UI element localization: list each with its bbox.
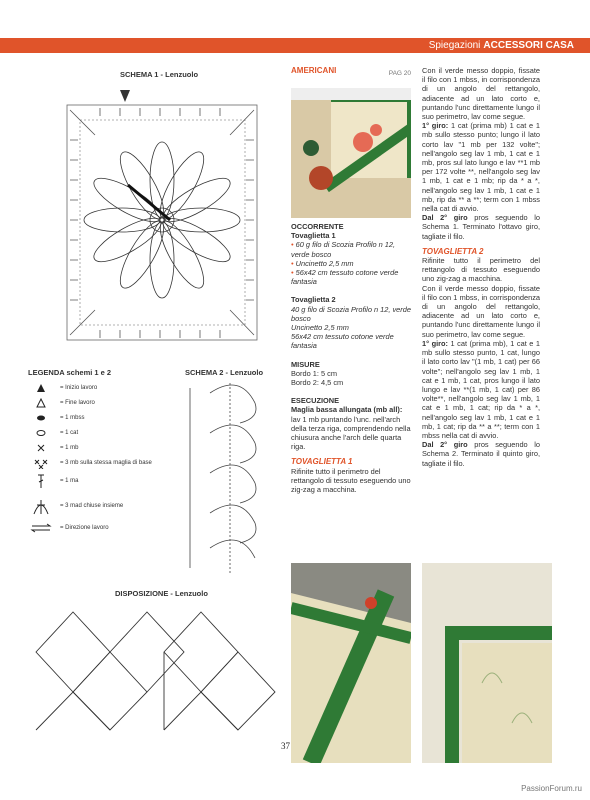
fan-icon xyxy=(28,496,54,516)
start-arrow-icon xyxy=(28,383,54,393)
schema1-diagram xyxy=(40,80,270,355)
direction-arrows-icon xyxy=(28,523,54,533)
americani-header xyxy=(291,66,411,75)
tov1-title: TOVAGLIETTA 1 xyxy=(291,457,353,467)
legend-item: = Inizio lavoro xyxy=(28,380,178,395)
tov2-title: TOVAGLIETTA 2 xyxy=(422,246,484,256)
section-label: Spiegazioni xyxy=(428,40,481,51)
section-header xyxy=(429,38,574,53)
occorrente-title: OCCORRENTE xyxy=(291,222,344,231)
legend-item: = 3 mb sulla stessa maglia di base xyxy=(28,455,178,470)
instructions-column: Con il verde messo doppio, fissate il filo con 1 mbss, in corrispondenza di un angolo del rettangolo, adiacente ad un lato corto e, puntando l'unc direttamente lungo il suo perimetro, lav come segue. 1° giro: 1 cat (prima mb) 1 cat e 1 mb sullo stesso punto; lungo il lato corto lav "1 mb per 132 volte"; nell'angolo seg lav 1 mb, 1 cat e 1 mb, pros sul lato lungo e lav **1 mb per 172 volte **, nell'angolo seg lav 1 mb, 1 cat e 1 mb; rip da * a *, nell'angolo seg lav 1 mb, 1 cat e 1 mb, rip da ** a **; term con 1 mbss nella cat di avvio. Dal 2° giro pros seguendo lo Schema 1. Terminato l'ottavo giro, tagliate il filo. TOVAGLIETTA 2 Rifinite tutto il perimetro del rettangolo di tessuto eseguendo uno zig-zag a macchina. Con il verde messo doppio, fissate il filo con 1 mbss, in corrispondenza di un angolo del rettangolo, adiacente ad un lato corto e, puntando l'unc direttamente lungo il suo perimetro, lav come segue. 1° giro: 1 cat (prima mb), 1 cat e 1 mb sullo stesso punto, 1 cat, lungo il lato corto lav "(1 mb, 1 cat) per 66 volte"; nell'angolo seg lav 1 mb, 1 cat e 1 mb, 1 cat, pros lungo il lato lungo e lav **(1 mb, 1 cat) per 86 volte**, nell'angolo seg lav 1 mb, 1 cat e 1 mb, 1 cat; rip da * a *, nell'angolo seg lav 1 mb, 1 cat e 1 mb, 1 cat; rip da ** a **; term con 1 mbss nella cat di avvio. Dal 2° giro pros seguendo lo Schema 2. Terminato il quinto giro, tagliate il filo. xyxy=(422,66,540,468)
legend-item: = Fine lavoro xyxy=(28,395,178,410)
category-label: ACCESSORI CASA xyxy=(483,40,574,51)
misure-title: MISURE xyxy=(291,359,320,369)
legend-item: = Direzione lavoro xyxy=(28,520,178,535)
schema1-title: SCHEMA 1 - Lenzuolo xyxy=(120,70,199,79)
tall-stitch-icon xyxy=(28,473,54,489)
filled-oval-icon xyxy=(28,414,54,422)
legend-title: LEGENDA schemi 1 e 2 xyxy=(28,368,112,377)
occorrente-section: OCCORRENTE Tovaglietta 1 • 60 g filo di Scozia Profilo n 12, verde bosco • Uncinetto 2,5 mm • 56x42 cm tessuto cotone verde fantasia Tovaglietta 2 40 g filo di Scozia Profilo n 12, verde bosco Uncinetto 2,5 mm 56x42 cm tessuto cotone verde fantasia MISURE Bordo 1: 5 cm Bordo 2: 4,5 cm ESECUZIONE Maglia bassa allungata (mb all): lav 1 mb puntando l'unc. nell'arch della terza riga, comprendendo nella chiusura anche l'arch delle quarta riga. TOVAGLIETTA 1 Rifinite tutto il perimetro del rettangolo di tessuto eseguendo uno zig-zag a macchina. xyxy=(291,222,411,495)
three-mb-icon xyxy=(28,457,54,469)
legend-item: = 1 mb xyxy=(28,440,178,455)
legend-item: = 1 ma xyxy=(28,470,178,492)
tov2-materials-title: Tovaglietta 2 xyxy=(291,295,336,305)
schema2-diagram xyxy=(180,378,280,578)
placemat-photo-detail-2 xyxy=(422,563,552,763)
oval-icon xyxy=(28,429,54,437)
legend-list xyxy=(28,380,178,535)
disposizione-diagram xyxy=(28,602,278,732)
placemat-photo-top xyxy=(291,88,411,218)
end-arrow-icon xyxy=(28,398,54,408)
esecuzione-title: ESECUZIONE xyxy=(291,396,340,406)
legend-item: = 1 cat xyxy=(28,425,178,440)
disposizione-title: DISPOSIZIONE - Lenzuolo xyxy=(115,589,208,598)
americani-label: AMERICANI xyxy=(291,66,337,75)
placemat-photo-detail-1 xyxy=(291,563,411,763)
page-ref: PAG 20 xyxy=(388,70,411,77)
schema2-title: SCHEMA 2 - Lenzuolo xyxy=(185,368,264,377)
cross-icon xyxy=(28,443,54,453)
tov1-materials-title: Tovaglietta 1 xyxy=(291,231,336,241)
legend-item: = 1 mbss xyxy=(28,410,178,425)
legend-item: = 3 mad chiuse insieme xyxy=(28,492,178,520)
page-number: 37 xyxy=(281,741,290,751)
watermark: PassionForum.ru xyxy=(521,784,582,793)
